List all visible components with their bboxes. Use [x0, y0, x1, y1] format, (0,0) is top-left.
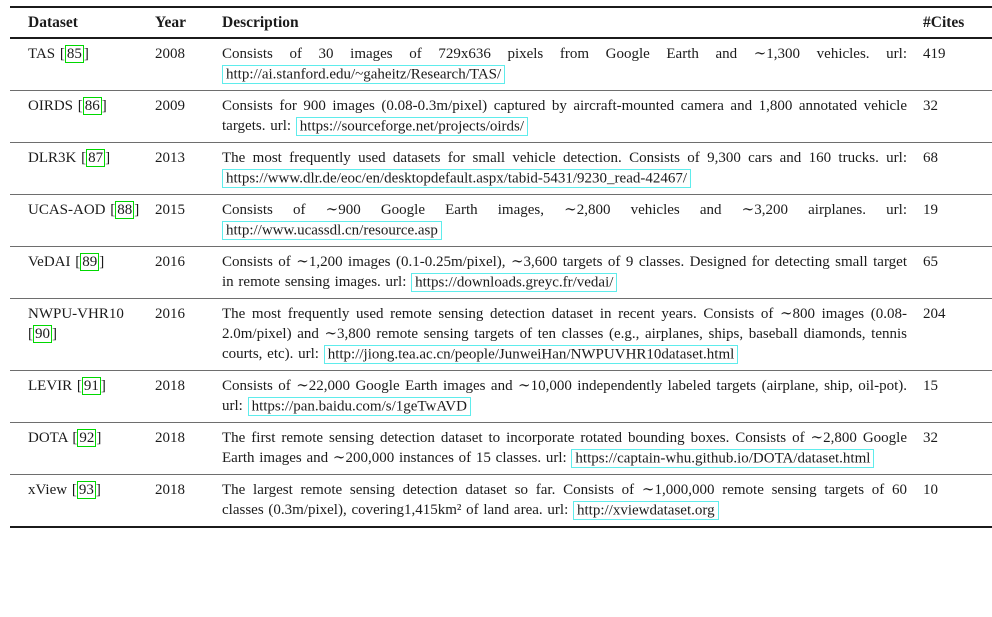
- citation-number[interactable]: 91: [83, 378, 99, 394]
- dataset-cell: [10, 143, 155, 195]
- bracket-close: ]: [105, 150, 111, 166]
- bracket-open: [: [28, 326, 33, 342]
- citation-number[interactable]: 88: [117, 202, 133, 218]
- description-cell: [222, 38, 919, 91]
- dataset-name: LEVIR: [28, 378, 73, 394]
- table-row: [10, 38, 992, 91]
- datasets-table: [10, 6, 992, 528]
- cites-cell: 32: [919, 91, 992, 143]
- dataset-name: OIRDS: [28, 98, 74, 114]
- cites-cell: 419: [923, 46, 946, 62]
- description-text: Consists for 900 images (0.08-0.3m/pixel) captured by aircraft-mounted camera and 1,800 annotated vehicle targets. url:: [222, 98, 907, 134]
- cites-cell: 204: [919, 299, 992, 371]
- table-row: [10, 91, 992, 143]
- url-link[interactable]: https://captain-whu.github.io/DOTA/dataset.html: [571, 449, 874, 468]
- url-link[interactable]: http://ai.stanford.edu/~gaheitz/Research/TAS/: [222, 65, 505, 84]
- cites-cell: 68: [919, 143, 992, 195]
- citation-number[interactable]: 87: [88, 150, 104, 166]
- table-row: [10, 475, 992, 528]
- year-cell: 2016: [155, 299, 222, 371]
- dataset-cell: [10, 91, 155, 143]
- citation-link[interactable]: [60, 45, 89, 63]
- bracket-close: ]: [52, 326, 57, 342]
- col-header-description: Description: [222, 7, 919, 38]
- url-link[interactable]: https://pan.baidu.com/s/1geTwAVD: [248, 397, 471, 416]
- description-text: The largest remote sensing detection dataset so far. Consists of ∼1,000,000 remote sensing targets of 60 classes (0.3m/pixel), covering1,415km² of land area. url:: [222, 482, 907, 518]
- description-cell: [222, 371, 919, 423]
- table-row: [10, 195, 992, 247]
- dataset-name: TAS: [28, 46, 56, 62]
- dataset-cell: [10, 423, 155, 475]
- bracket-open: [: [77, 98, 83, 114]
- dataset-name: xView: [28, 482, 68, 498]
- url-link[interactable]: http://www.ucassdl.cn/resource.asp: [222, 221, 442, 240]
- dataset-name: DOTA: [28, 430, 68, 446]
- header-row: [10, 7, 992, 38]
- dataset-cell: [10, 195, 155, 247]
- year-cell: 2018: [155, 475, 222, 528]
- citation-link[interactable]: [75, 253, 104, 271]
- year-cell: 2013: [155, 143, 222, 195]
- table-row: [10, 247, 992, 299]
- bracket-open: [: [81, 150, 87, 166]
- col-header-dataset: Dataset: [10, 7, 155, 38]
- description-cell: [222, 195, 919, 247]
- bracket-open: [: [75, 254, 81, 270]
- year-cell: 2018: [155, 371, 222, 423]
- description-cell: [222, 143, 919, 195]
- description-text: Consists of ∼1,200 images (0.1-0.25m/pixel), ∼3,600 targets of 9 classes. Designed for detecting small target in remote sensing images. url:: [222, 254, 907, 290]
- description-text: Consists of ∼900 Google Earth images, ∼2,800 vehicles and ∼3,200 airplanes. url:: [222, 202, 907, 218]
- table-row: [10, 371, 992, 423]
- description-cell: [222, 91, 919, 143]
- citation-number[interactable]: 90: [35, 326, 50, 342]
- bracket-close: ]: [134, 202, 140, 218]
- citation-link[interactable]: [72, 481, 101, 499]
- description-text: Consists of 30 images of 729x636 pixels from Google Earth and ∼1,300 vehicles. url:: [222, 46, 907, 62]
- dataset-cell: [10, 299, 155, 371]
- year-cell: 2009: [155, 91, 222, 143]
- dataset-cell: [10, 38, 155, 91]
- citation-number[interactable]: 85: [66, 46, 82, 62]
- bracket-close: ]: [101, 98, 107, 114]
- year-cell: 2015: [155, 195, 222, 247]
- description-text: The first remote sensing detection dataset to incorporate rotated bounding boxes. Consists of ∼2,800 Google Earth images and ∼200,000 instances of 15 classes. url:: [222, 430, 907, 466]
- dataset-cell: [10, 247, 155, 299]
- citation-link[interactable]: [81, 149, 110, 167]
- cites-cell: 32: [919, 423, 992, 475]
- citation-link[interactable]: [110, 201, 139, 219]
- citation-link[interactable]: [77, 377, 106, 395]
- url-link[interactable]: https://sourceforge.net/projects/oirds/: [296, 117, 528, 136]
- url-link[interactable]: http://jiong.tea.ac.cn/people/JunweiHan/NWPUVHR10dataset.html: [324, 345, 739, 364]
- bracket-close: ]: [96, 430, 102, 446]
- col-header-cites: #Cites: [919, 7, 992, 38]
- description-cell: [222, 423, 919, 475]
- cites-cell: 10: [919, 475, 992, 528]
- bracket-open: [: [72, 430, 78, 446]
- dataset-name: UCAS-AOD: [28, 202, 106, 218]
- cites-cell: 65: [919, 247, 992, 299]
- description-cell: [222, 299, 919, 371]
- url-link[interactable]: https://downloads.greyc.fr/vedai/: [411, 273, 617, 292]
- table-row: [10, 423, 992, 475]
- bracket-close: ]: [99, 254, 105, 270]
- description-text: The most frequently used datasets for small vehicle detection. Consists of 9,300 cars and 160 trucks. url:: [222, 150, 907, 166]
- year-cell: 2008: [155, 46, 185, 62]
- bracket-close: ]: [100, 378, 106, 394]
- url-link[interactable]: https://www.dlr.de/eoc/en/desktopdefault.aspx/tabid-5431/9230_read-42467/: [222, 169, 691, 188]
- citation-number[interactable]: 86: [84, 98, 100, 114]
- cites-cell: 15: [919, 371, 992, 423]
- bracket-close: ]: [83, 46, 89, 62]
- description-text: The most frequently used remote sensing detection dataset in recent years. Consists of ∼800 images (0.08-2.0m/pixel) and ∼3,800 remote sensing targets of ten classes (e.g., airplanes, ships, baseball diamonds, tennis courts, etc). url:: [222, 306, 907, 362]
- description-text: Consists of ∼22,000 Google Earth images and ∼10,000 independently labeled targets (airplane, ship, oil-pot). url:: [222, 378, 907, 414]
- bracket-open: [: [110, 202, 116, 218]
- bracket-open: [: [76, 378, 82, 394]
- table-row: [10, 299, 992, 371]
- description-cell: [222, 475, 919, 528]
- citation-link[interactable]: [78, 97, 107, 115]
- url-link[interactable]: http://xviewdataset.org: [573, 501, 719, 520]
- col-header-year: Year: [155, 7, 222, 38]
- citation-number[interactable]: 93: [78, 482, 94, 498]
- dataset-cell: [10, 371, 155, 423]
- bracket-close: ]: [95, 482, 101, 498]
- year-cell: 2016: [155, 247, 222, 299]
- citation-link[interactable]: [28, 325, 57, 343]
- bracket-open: [: [71, 482, 77, 498]
- dataset-name: VeDAI: [28, 254, 71, 270]
- dataset-name: DLR3K: [28, 150, 77, 166]
- citation-number[interactable]: 92: [79, 430, 95, 446]
- year-cell: 2018: [155, 423, 222, 475]
- cites-cell: 19: [919, 195, 992, 247]
- description-cell: [222, 247, 919, 299]
- bracket-open: [: [59, 46, 65, 62]
- citation-link[interactable]: [72, 429, 101, 447]
- dataset-name: NWPU-VHR10: [28, 306, 124, 322]
- dataset-cell: [10, 475, 155, 528]
- citation-number[interactable]: 89: [82, 254, 98, 270]
- table-row: [10, 143, 992, 195]
